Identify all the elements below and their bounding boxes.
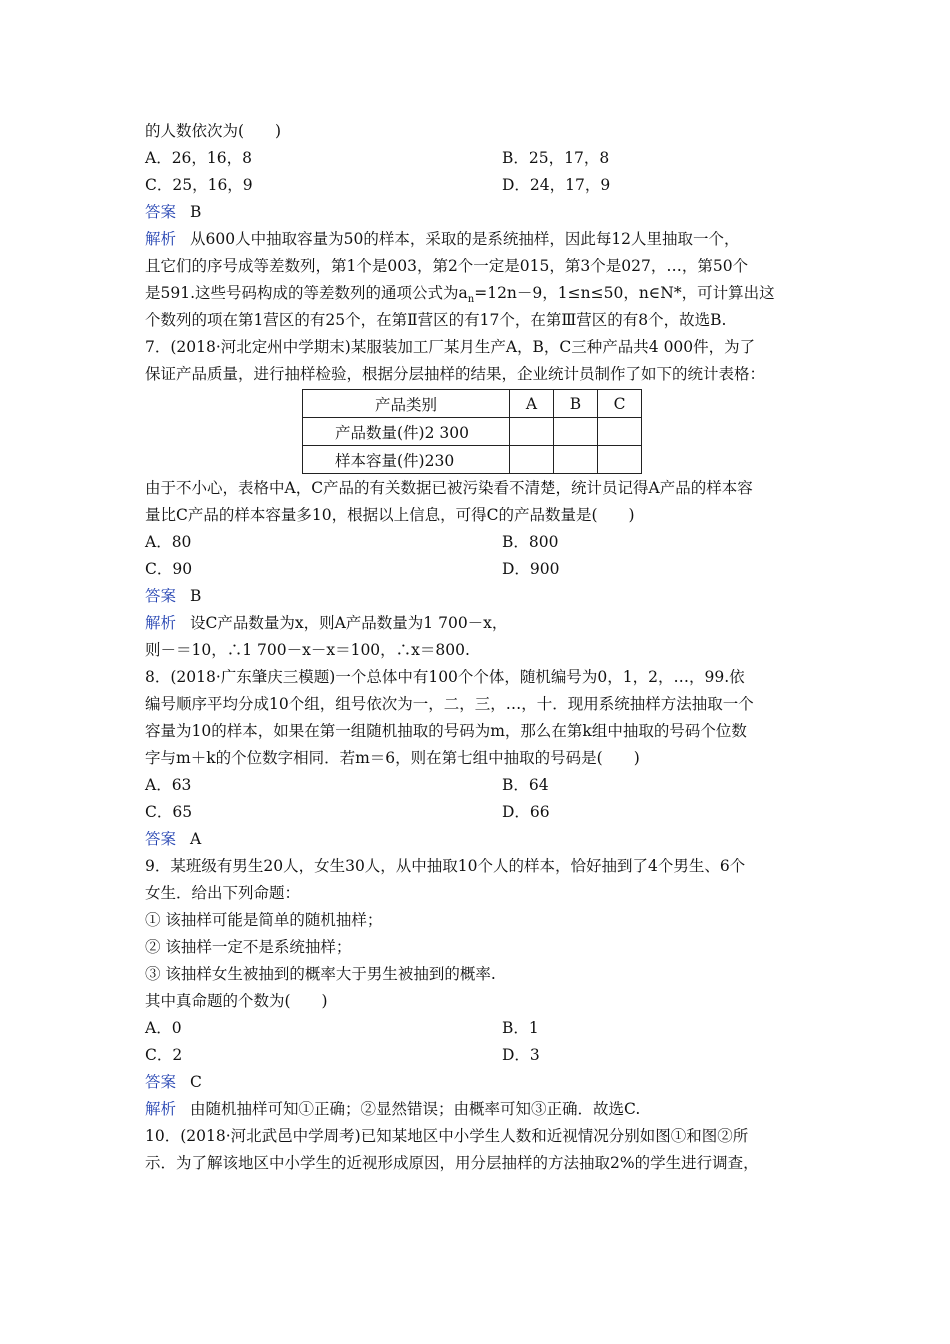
- answer-value: B: [190, 203, 202, 221]
- answer-label: 答案: [145, 587, 177, 605]
- table-header-cell: 产品类别: [303, 390, 510, 418]
- explain-text: 是591.这些号码构成的等差数列的通项公式为$a_n=12n-9$，1≤n≤50，n∈N*，可计算出这: [145, 284, 775, 306]
- question-stem: 由于不小心，表格中A，C产品的有关数据已被污染看不清楚，统计员记得A产品的样本容: [145, 479, 753, 497]
- question-stem: 8．(2018·广东肇庆三模题)一个总体中有100个个体，随机编号为0，1，2，…，99.依: [145, 668, 745, 686]
- option-c: C．90: [145, 560, 193, 578]
- question-stem: 其中真命题的个数为( ): [145, 992, 328, 1010]
- subscript: n: [467, 294, 475, 306]
- options-row: [145, 799, 815, 826]
- answer-label: 答案: [145, 830, 177, 848]
- option-b: B．1: [502, 1019, 539, 1037]
- options-row: [145, 172, 815, 199]
- answer-value: B: [190, 587, 202, 605]
- proposition-item: ③ 该抽样女生被抽到的概率大于男生被抽到的概率.: [145, 965, 496, 983]
- question-stem: 量比C产品的样本容量多10，根据以上信息，可得C的产品数量是( ): [145, 506, 635, 524]
- explain-text: 且它们的序号成等差数列，第1个是003，第2个一定是015，第3个是027，…，第50个: [145, 257, 749, 275]
- explain-line: [145, 610, 815, 637]
- explain-label: 解析: [145, 1100, 177, 1118]
- question-stem: 字与m＋k的个位数字相同．若m＝6，则在第七组中抽取的号码是( ): [145, 749, 640, 767]
- table-cell: [510, 418, 554, 446]
- option-b: B．800: [502, 533, 559, 551]
- option-b: B．25，17，8: [502, 149, 610, 167]
- explain-text: 由随机抽样可知①正确；②显然错误；由概率可知③正确．故选C.: [190, 1100, 641, 1118]
- explain-text: 从600人中抽取容量为50的样本，采取的是系统抽样，因此每12人里抽取一个，: [190, 230, 740, 248]
- explain-label: 解析: [145, 230, 177, 248]
- question-stem: 示．为了解该地区中小学生的近视形成原因，用分层抽样的方法抽取2%的学生进行调查，: [145, 1154, 759, 1172]
- answer-line: [145, 1069, 815, 1096]
- explain-text: 则－＝10，∴1 700－x－x＝100，∴x＝800.: [145, 641, 470, 659]
- options-row: [145, 1015, 815, 1042]
- table-header-cell: C: [598, 390, 642, 418]
- question-stem: 保证产品质量，进行抽样检验，根据分层抽样的结果，企业统计员制作了如下的统计表格：: [145, 365, 766, 383]
- table-cell: [598, 446, 642, 474]
- question-stem: 7．(2018·河北定州中学期末)某服装加工厂某月生产A，B，C三种产品共4 000件，为了: [145, 338, 756, 356]
- explain-text: 个数列的项在第1营区的有25个，在第Ⅱ营区的有17个，在第Ⅲ营区的有8个，故选B.: [145, 311, 727, 329]
- table-row: [303, 390, 642, 418]
- option-d: D．24，17，9: [502, 176, 611, 194]
- question-stem: 编号顺序平均分成10个组，组号依次为一，二，三，…，十．现用系统抽样方法抽取一个: [145, 695, 754, 713]
- question-stem: 9．某班级有男生20人，女生30人，从中抽取10个人的样本，恰好抽到了4个男生、6个: [145, 857, 746, 875]
- answer-line: [145, 826, 815, 853]
- table-cell: [510, 446, 554, 474]
- option-a: A．63: [145, 776, 192, 794]
- table-cell: [598, 418, 642, 446]
- table-row: [303, 446, 642, 474]
- answer-value: A: [190, 830, 202, 848]
- stat-table: [302, 389, 642, 474]
- question-stem: 的人数依次为( ): [145, 122, 282, 140]
- explain-text: 设C产品数量为x，则A产品数量为1 700－x，: [190, 614, 508, 632]
- answer-label: 答案: [145, 1073, 177, 1091]
- option-d: D．3: [502, 1046, 540, 1064]
- options-row: [145, 556, 815, 583]
- options-row: [145, 145, 815, 172]
- page: [145, 118, 815, 1177]
- question-stem: 容量为10的样本，如果在第一组随机抽取的号码为m，那么在第k组中抽取的号码个位数: [145, 722, 747, 740]
- question-stem: 10．(2018·河北武邑中学周考)已知某地区中小学生人数和近视情况分别如图①和图②所: [145, 1127, 749, 1145]
- table-cell: 产品数量(件)2 300: [303, 418, 510, 446]
- option-d: D．900: [502, 560, 560, 578]
- question-stem: 女生．给出下列命题：: [145, 884, 301, 902]
- explain-line: [145, 226, 815, 253]
- option-c: C．65: [145, 803, 193, 821]
- answer-label: 答案: [145, 203, 177, 221]
- table-cell: [554, 418, 598, 446]
- explain-label: 解析: [145, 614, 177, 632]
- answer-line: [145, 199, 815, 226]
- option-a: A．26，16，8: [145, 149, 253, 167]
- option-d: D．66: [502, 803, 550, 821]
- table-header-cell: B: [554, 390, 598, 418]
- options-row: [145, 1042, 815, 1069]
- option-a: A．0: [145, 1019, 182, 1037]
- answer-line: [145, 583, 815, 610]
- option-a: A．80: [145, 533, 192, 551]
- options-row: [145, 772, 815, 799]
- table-cell: [554, 446, 598, 474]
- option-b: B．64: [502, 776, 549, 794]
- table-cell: 样本容量(件)230: [303, 446, 510, 474]
- options-row: [145, 529, 815, 556]
- table-row: [303, 418, 642, 446]
- table-header-cell: A: [510, 390, 554, 418]
- answer-value: C: [190, 1073, 202, 1091]
- proposition-item: ① 该抽样可能是简单的随机抽样；: [145, 911, 383, 929]
- option-c: C．2: [145, 1046, 183, 1064]
- explain-line: [145, 1096, 815, 1123]
- option-c: C．25，16，9: [145, 176, 253, 194]
- proposition-item: ② 该抽样一定不是系统抽样；: [145, 938, 352, 956]
